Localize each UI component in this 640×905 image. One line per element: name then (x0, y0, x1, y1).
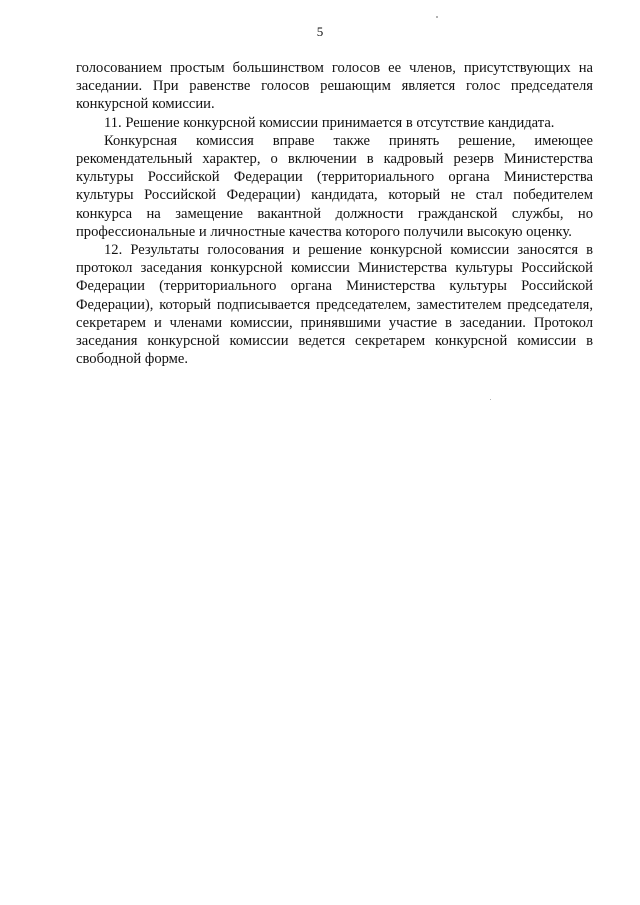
document-body (76, 59, 593, 368)
paragraph-reserve: Конкурсная комиссия вправе также принять решение, имеющее рекомендательный характер, о включении в кадровый резерв Министерства культуры Российской Федерации (территориального органа Министерства культуры Российской Федерации) кандидата, который не стал победителем конкурса на замещение вакантной должности гражданской службы, но профессиональные и личностные качества которого получили высокую оценку. (76, 132, 593, 240)
paragraph-item-12: 12. Результаты голосования и решение конкурсной комиссии заносятся в протокол заседания конкурсной комиссии Министерства культуры Российской Федерации (территориального органа Министерства культуры Российской Федерации), который подписывается председателем, заместителем председателя, секретарем и членами комиссии, принявшими участие в заседании. Протокол заседания конкурсной комиссии ведется секретарем конкурсной комиссии в свободной форме. (76, 242, 593, 368)
scan-speck (490, 399, 491, 400)
scan-speck (436, 16, 438, 18)
paragraph-voting-continuation: голосованием простым большинством голосов ее членов, присутствующих на заседании. При равенстве голосов решающим является голос председателя конкурсной комиссии. (76, 60, 593, 113)
page-number: 5 (316, 24, 324, 39)
paragraph-item-11: 11. Решение конкурсной комиссии принимается в отсутствие кандидата. (104, 114, 555, 131)
